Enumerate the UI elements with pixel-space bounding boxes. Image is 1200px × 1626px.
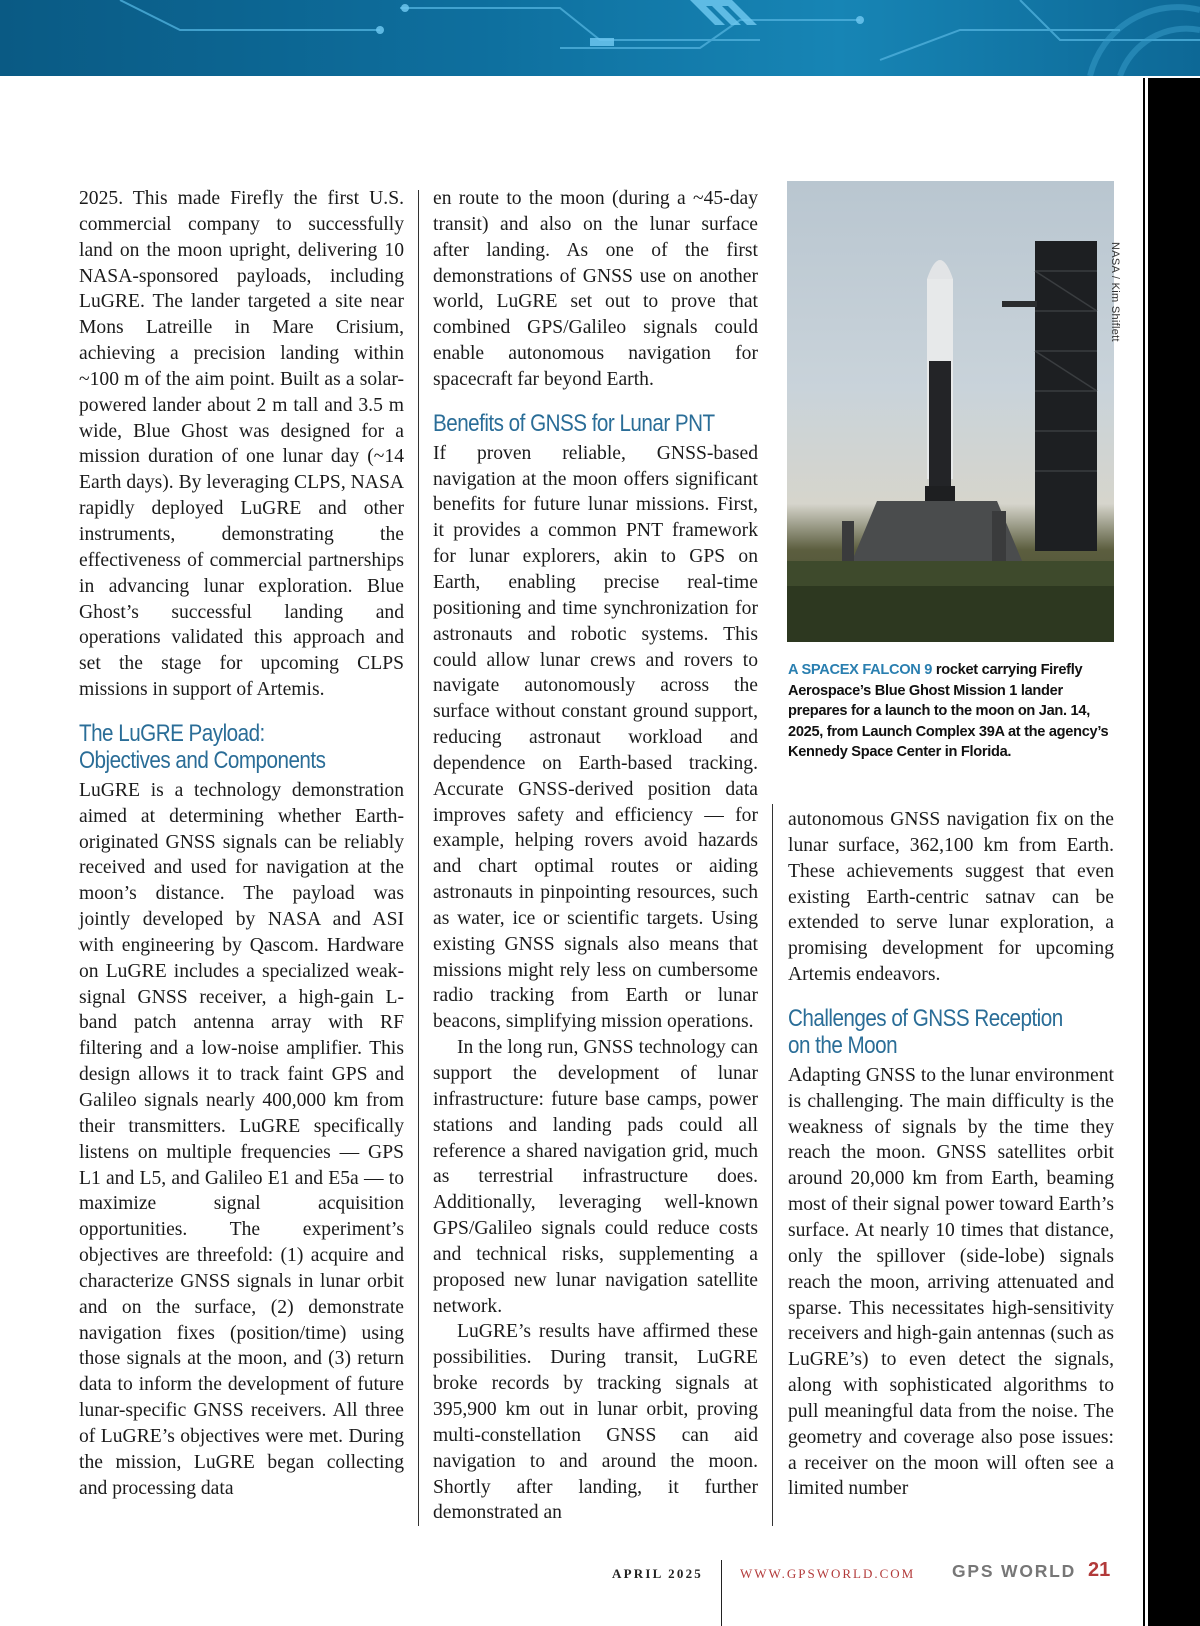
- column-1: [79, 186, 404, 1502]
- page-edge-bar: [1148, 78, 1200, 1626]
- heading-line: The LuGRE Payload:: [79, 719, 265, 747]
- circuit-pattern-decoration: [0, 0, 1200, 76]
- footer-magazine-name: GPS WORLD: [952, 1561, 1077, 1581]
- column-3: [788, 807, 1114, 1502]
- paragraph: Adapting GNSS to the lunar environment is challenging. The main difficulty is the weakness of signals by the time they reach the moon. GNSS satellites orbit around 20,000 km from Earth, beaming most of their signal power toward Earth’s surface. At nearly 10 times that distance, only the spillover (side-lobe) signals reach the moon, arriving attenuated and sparse. This necessitates high-sensitivity receivers and high-gain antennas (such as LuGRE’s) to even detect the signals, along with sophisticated algorithms to pull meaningful data from the noise. The geometry and coverage also pose issues: a receiver on the moon will often see a limited number: [788, 1064, 1114, 1500]
- paragraph: If proven reliable, GNSS-based navigation at the moon offers significant benefits for future lunar missions. First, it provides a common PNT framework for lunar explorers, akin to GPS on Earth, enabling precise real-time positioning and time synchronization for astronauts and robotic systems. This could allow lunar crews and rovers to navigate autonomously across the surface without constant ground support, reducing astronaut workload and dependence on Earth-based tracking. Accurate GNSS-derived position data improves safety and efficiency — for example, helping rovers avoid hazards and chart optimal routes or aiding astronauts in pinpointing resources, such as water, ice or scientific targets. Using existing GNSS signals also means that missions might rely less on cumbersome radio tracking from Earth or lunar beacons, simplifying mission operations.: [433, 442, 758, 1033]
- section-heading-benefits: Benefits of GNSS for Lunar PNT: [433, 409, 715, 437]
- page-number: 21: [1088, 1559, 1111, 1581]
- heading-line: Objectives and Components: [79, 746, 326, 774]
- heading-line: Challenges of GNSS Reception: [788, 1004, 1063, 1032]
- paragraph: LuGRE’s results have affirmed these possibilities. During transit, LuGRE broke records by tracking signals at 395,900 km out in lunar orbit, proving multi-constellation GNSS can aid navigation to and around the moon. Shortly after landing, it further demonstrated an: [433, 1321, 758, 1524]
- column-rule: [418, 190, 419, 1526]
- rocket-launch-photo: [787, 181, 1114, 642]
- page-edge-line: [1143, 78, 1145, 1626]
- footer-date: APRIL 2025: [612, 1566, 703, 1581]
- heading-line: on the Moon: [788, 1031, 898, 1059]
- column-rule: [772, 804, 773, 1526]
- paragraph: autonomous GNSS navigation fix on the lunar surface, 362,100 km from Earth. These achievements suggest that even existing Earth-centric satnav can be extended to serve lunar exploration, a promising development for upcoming Artemis endeavors.: [788, 809, 1114, 986]
- caption-text: rocket carrying Firefly Aerospace’s Blue Ghost Mission 1 lander prepares for a launch to the moon on Jan. 14, 2025, from Launch Complex 39A at the agency’s Kennedy Space Center in Florida.: [788, 662, 1109, 760]
- footer-url[interactable]: WWW.GPSWORLD.COM: [740, 1566, 916, 1581]
- falcon9-rocket-illustration: [787, 181, 1114, 642]
- header-banner: [0, 0, 1200, 76]
- section-heading-lugre-payload: [79, 720, 400, 774]
- paragraph: In the long run, GNSS technology can support the development of lunar infrastructure: future base camps, power stations and landing pads could all reference a shared navigation grid, much as terrestrial infrastructure does. Additionally, leveraging well-known GPS/Galileo signals could reduce costs and technical risks, supplementing a proposed new lunar navigation satellite network.: [433, 1037, 758, 1317]
- caption-lead: A SPACEX FALCON 9: [788, 662, 933, 678]
- paragraph: 2025. This made Firefly the first U.S. commercial company to successfully land on the moon upright, delivering 10 NASA-sponsored payloads, including LuGRE. The lander targeted a site near Mons Latreille in Mare Crisium, achieving a precision landing within ~100 m of the aim point. Built as a solar-powered lander about 2 m tall and 3.5 m wide, Blue Ghost was designed for a mission duration of one lunar day (~14 Earth days). By leveraging CLPS, NASA rapidly deployed LuGRE and other instruments, demonstrating the effectiveness of commercial partnerships in advancing lunar exploration. Blue Ghost’s successful landing and operations validated this approach and set the stage for upcoming CLPS missions in support of Artemis.: [79, 188, 404, 701]
- column-2: [433, 186, 758, 1526]
- photo-caption: [788, 660, 1114, 763]
- section-heading-challenges: [788, 1005, 1110, 1059]
- photo-credit: NASA / Kim Shiflett: [1109, 242, 1121, 342]
- footer-divider: [721, 1560, 722, 1626]
- paragraph: LuGRE is a technology demonstration aimed at determining whether Earth-originated GNSS signals can be reliably received and used for navigation at the moon’s distance. The payload was jointly developed by NASA and ASI with engineering by Qascom. Hardware on LuGRE includes a specialized weak-signal GNSS receiver, a high-gain L-band patch antenna array with RF filtering and a low-noise amplifier. This design allows it to track faint GPS and Galileo signals nearly 400,000 km from their transmitters. LuGRE specifically listens on multiple frequencies — GPS L1 and L5, and Galileo E1 and E5a — to maximize signal acquisition opportunities. The experiment’s objectives are threefold: (1) acquire and characterize GNSS signals in lunar orbit and on the surface, (2) demonstrate navigation fixes (position/time) using those signals at the moon, and (3) return data to inform the development of future lunar-specific GNSS receivers. All three of LuGRE’s objectives were met. During the mission, LuGRE began collecting and processing data: [79, 779, 404, 1499]
- paragraph: en route to the moon (during a ~45-day transit) and also on the lunar surface after landing. As one of the first demonstrations of GNSS use on another world, LuGRE set out to prove that combined GPS/Galileo signals could enable autonomous navigation for spacecraft far beyond Earth.: [433, 188, 758, 390]
